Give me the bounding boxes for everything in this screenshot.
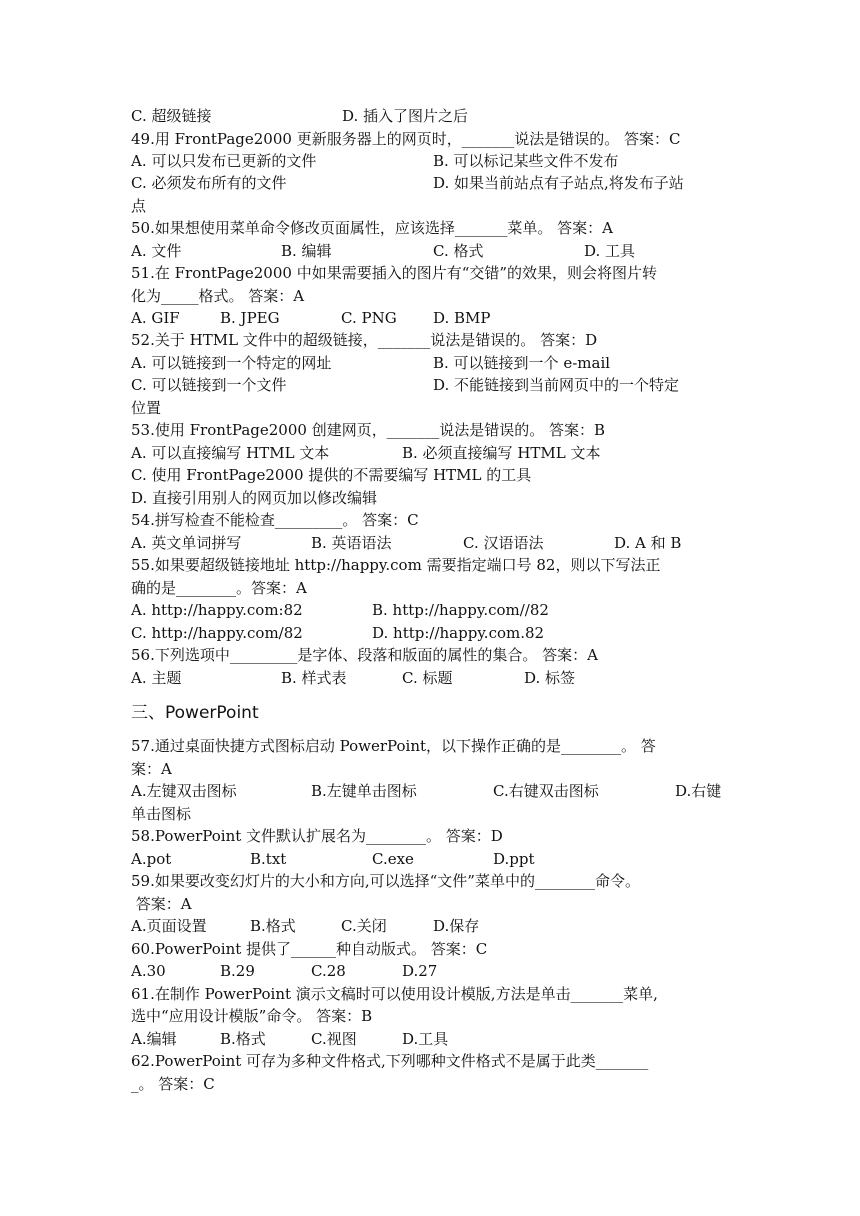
q59-stem-line1: 59.如果要改变幻灯片的大小和方向,可以选择“文件”菜单中的________命令。 xyxy=(131,872,640,890)
q59-stem-line2: 答案：A xyxy=(131,895,192,913)
q55-option-c: C. http://happy.com/82 xyxy=(131,624,303,642)
q60-stem: 60.PowerPoint 提供了______种自动版式。 答案：C xyxy=(131,940,488,958)
q51-option-d: D. BMP xyxy=(433,309,491,327)
q49-option-b: B. 可以标记某些文件不发布 xyxy=(433,152,619,170)
q61-option-b: B.格式 xyxy=(220,1030,266,1048)
q62-stem-line2: _。 答案：C xyxy=(131,1075,215,1093)
q55-stem-line1: 55.如果要超级链接地址 http://happy.com 需要指定端口号 82，则以下写法正 xyxy=(131,556,661,574)
q52-option-c: C. 可以链接到一个文件 xyxy=(131,376,287,394)
q55-option-b: B. http://happy.com//82 xyxy=(372,601,549,619)
q49-stem: 49.用 FrontPage2000 更新服务器上的网页时，_______说法是错误的。 答案：C xyxy=(131,130,681,148)
q59-option-a: A.页面设置 xyxy=(131,917,207,935)
q57-stem-line2: 案：A xyxy=(131,760,172,778)
q57-option-d-wrap: 单击图标 xyxy=(131,805,192,823)
q57-option-c: C.右键双击图标 xyxy=(493,782,599,800)
q51-option-a: A. GIF xyxy=(131,309,180,327)
q53-option-d: D. 直接引用别人的网页加以修改编辑 xyxy=(131,489,378,507)
q49-option-d: D. 如果当前站点有子站点,将发布子站 xyxy=(433,174,684,192)
q58-option-b: B.txt xyxy=(250,850,287,868)
q57-option-b: B.左键单击图标 xyxy=(311,782,417,800)
q49-option-c: C. 必须发布所有的文件 xyxy=(131,174,287,192)
q52-option-d: D. 不能链接到当前网页中的一个特定 xyxy=(433,376,680,394)
q53-option-a: A. 可以直接编写 HTML 文本 xyxy=(131,444,330,462)
q57-stem-line1: 57.通过桌面快捷方式图标启动 PowerPoint，以下操作正确的是________。 答 xyxy=(131,737,656,755)
q56-stem: 56.下列选项中_________是字体、段落和版面的属性的集合。 答案：A xyxy=(131,646,598,664)
q55-option-a: A. http://happy.com:82 xyxy=(131,601,303,619)
q50-option-c: C. 格式 xyxy=(433,242,484,260)
q51-option-b: B. JPEG xyxy=(220,309,280,327)
q60-option-c: C.28 xyxy=(311,962,346,980)
q56-option-b: B. 样式表 xyxy=(281,669,347,687)
q51-stem-line1: 51.在 FrontPage2000 中如果需要插入的图片有“交错”的效果，则会将图片转 xyxy=(131,264,658,282)
q61-option-d: D.工具 xyxy=(402,1030,449,1048)
q49-option-a: A. 可以只发布已更新的文件 xyxy=(131,152,317,170)
q50-option-d: D. 工具 xyxy=(584,242,636,260)
q52-stem: 52.关于 HTML 文件中的超级链接，_______说法是错误的。 答案：D xyxy=(131,331,598,349)
q56-option-a: A. 主题 xyxy=(131,669,182,687)
q48-option-c: C. 超级链接 xyxy=(131,107,212,125)
q51-option-c: C. PNG xyxy=(341,309,397,327)
q58-option-a: A.pot xyxy=(131,850,172,868)
q56-option-d: D. 标签 xyxy=(524,669,576,687)
q61-option-a: A.编辑 xyxy=(131,1030,177,1048)
q49-option-d-wrap: 点 xyxy=(131,197,147,215)
q59-option-d: D.保存 xyxy=(433,917,480,935)
q62-stem-line1: 62.PowerPoint 可存为多种文件格式,下列哪种文件格式不是属于此类_______ xyxy=(131,1052,649,1070)
q51-stem-line2: 化为_____格式。 答案：A xyxy=(131,287,305,305)
q55-stem-line2: 确的是________。答案：A xyxy=(131,579,307,597)
q61-stem-line1: 61.在制作 PowerPoint 演示文稿时可以使用设计模版,方法是单击_______菜单, xyxy=(131,985,658,1003)
q60-option-b: B.29 xyxy=(220,962,255,980)
q52-option-d-wrap: 位置 xyxy=(131,399,162,417)
q53-option-b: B. 必须直接编写 HTML 文本 xyxy=(402,444,601,462)
q58-stem: 58.PowerPoint 文件默认扩展名为________。 答案：D xyxy=(131,827,503,845)
q58-option-d: D.ppt xyxy=(493,850,535,868)
q50-stem: 50.如果想使用菜单命令修改页面属性，应该选择_______菜单。 答案：A xyxy=(131,219,613,237)
q59-option-c: C.关闭 xyxy=(341,917,387,935)
q54-option-c: C. 汉语语法 xyxy=(463,534,544,552)
q58-option-c: C.exe xyxy=(372,850,414,868)
q60-option-a: A.30 xyxy=(131,962,166,980)
q54-stem: 54.拼写检查不能检查_________。 答案：C xyxy=(131,511,419,529)
q60-option-d: D.27 xyxy=(402,962,438,980)
q52-option-a: A. 可以链接到一个特定的网址 xyxy=(131,354,332,372)
q55-option-d: D. http://happy.com.82 xyxy=(372,624,545,642)
q50-option-b: B. 编辑 xyxy=(281,242,332,260)
q59-option-b: B.格式 xyxy=(250,917,296,935)
q54-option-a: A. 英文单词拼写 xyxy=(131,534,242,552)
q52-option-b: B. 可以链接到一个 e-mail xyxy=(433,354,611,372)
q61-stem-line2: 选中“应用设计模版”命令。 答案：B xyxy=(131,1007,373,1025)
q53-option-c: C. 使用 FrontPage2000 提供的不需要编写 HTML 的工具 xyxy=(131,466,532,484)
q48-option-d: D. 插入了图片之后 xyxy=(342,107,469,125)
q57-option-a: A.左键双击图标 xyxy=(131,782,237,800)
q54-option-d: D. A 和 B xyxy=(614,534,682,552)
q57-option-d: D.右键 xyxy=(675,782,722,800)
q50-option-a: A. 文件 xyxy=(131,242,182,260)
q53-stem: 53.使用 FrontPage2000 创建网页，_______说法是错误的。 答案：B xyxy=(131,421,605,439)
q56-option-c: C. 标题 xyxy=(402,669,453,687)
q61-option-c: C.视图 xyxy=(311,1030,357,1048)
section-heading: 三、PowerPoint xyxy=(131,703,259,723)
q54-option-b: B. 英语语法 xyxy=(311,534,392,552)
